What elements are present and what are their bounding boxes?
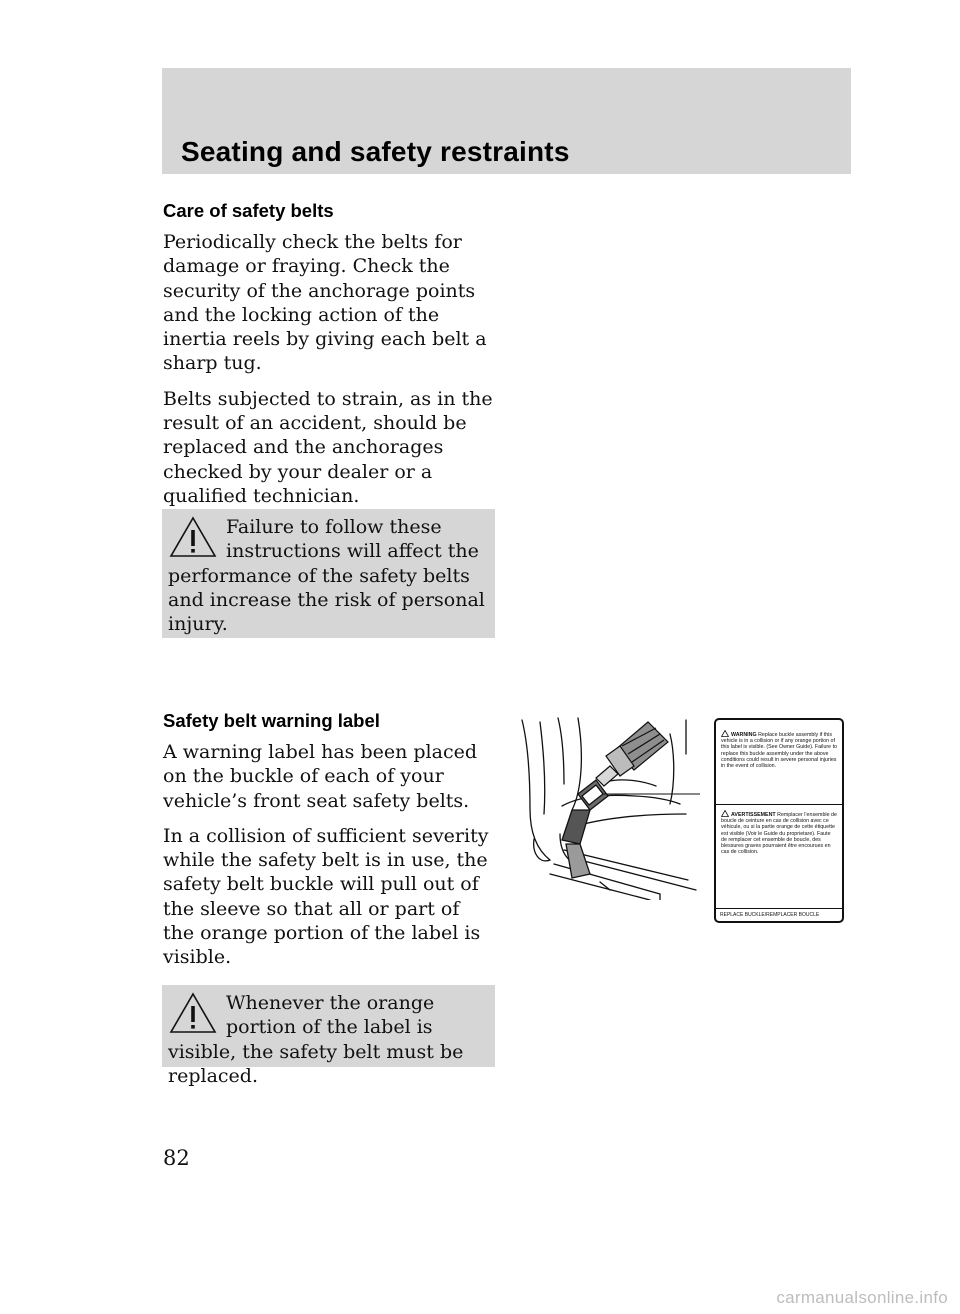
warning-text: Whenever the orange portion of the label is visible, the safety belt must be replaced. [168, 992, 464, 1087]
warning-label-card [714, 718, 844, 923]
label-english [716, 720, 842, 804]
paragraph: A warning label has been placed on the buckle of each of your vehicle’s front seat safety belts. [163, 741, 478, 812]
warning-text: Failure to follow these instructions will affect the performance of the safety belts and increase the risk of personal injury. [168, 516, 485, 636]
page-number: 82 [163, 1146, 190, 1170]
paragraph: Belts subjected to strain, as in the result of an accident, should be replaced and the anchorages checked by your dealer or a qualified technician. [163, 387, 493, 507]
seat-belt-buckle-illustration [510, 714, 700, 900]
section-heading: Safety belt warning label [163, 710, 380, 731]
section-heading: Care of safety belts [163, 200, 334, 221]
page-title: Seating and safety restraints [181, 136, 570, 167]
label-footer: REPLACE BUCKLE/REMPLACER BOUCLE [716, 908, 842, 921]
warning-triangle-icon [168, 991, 218, 1036]
paragraph: Periodically check the belts for damage or fraying. Check the security of the anchorage points and the locking action of the inertia reels by giving each belt a sharp tug. [163, 231, 487, 375]
warning-box [162, 509, 495, 638]
section-safety-belt-warning-label [163, 710, 495, 981]
label-text: Replace buckle assembly if this vehicle is in a collision or if any orange portion of this label is visible. (See Owner Guide). Failure to replace this buckle assembly under the above conditions could result in severe personal injuries in the event of collision. [721, 732, 837, 770]
warning-box [162, 985, 495, 1087]
label-text: Remplacer l’ensemble de boucle de ceinture en cas de collision avec ce véhicule, ou si la partie orange de cette étiquette est visible (Voir le Guide du proprietare). Faute de remplacer cet ensemble de boucle, des blessures graves pourraient être encourues en cas de collision. [721, 812, 837, 856]
header-band [162, 68, 851, 174]
label-heading: AVERTISSEMENT [731, 812, 776, 818]
section-care-of-safety-belts [163, 200, 495, 519]
label-heading: WARNING [731, 732, 757, 738]
warning-triangle-icon [721, 730, 729, 737]
label-french [716, 804, 842, 910]
watermark: carmanualsonline.info [776, 1288, 948, 1307]
warning-triangle-icon [721, 810, 729, 817]
warning-triangle-icon [168, 515, 218, 560]
paragraph: In a collision of sufficient severity while the safety belt is in use, the safety belt buckle will pull out of the sleeve so that all or part of the orange portion of the label is visible. [163, 824, 489, 969]
